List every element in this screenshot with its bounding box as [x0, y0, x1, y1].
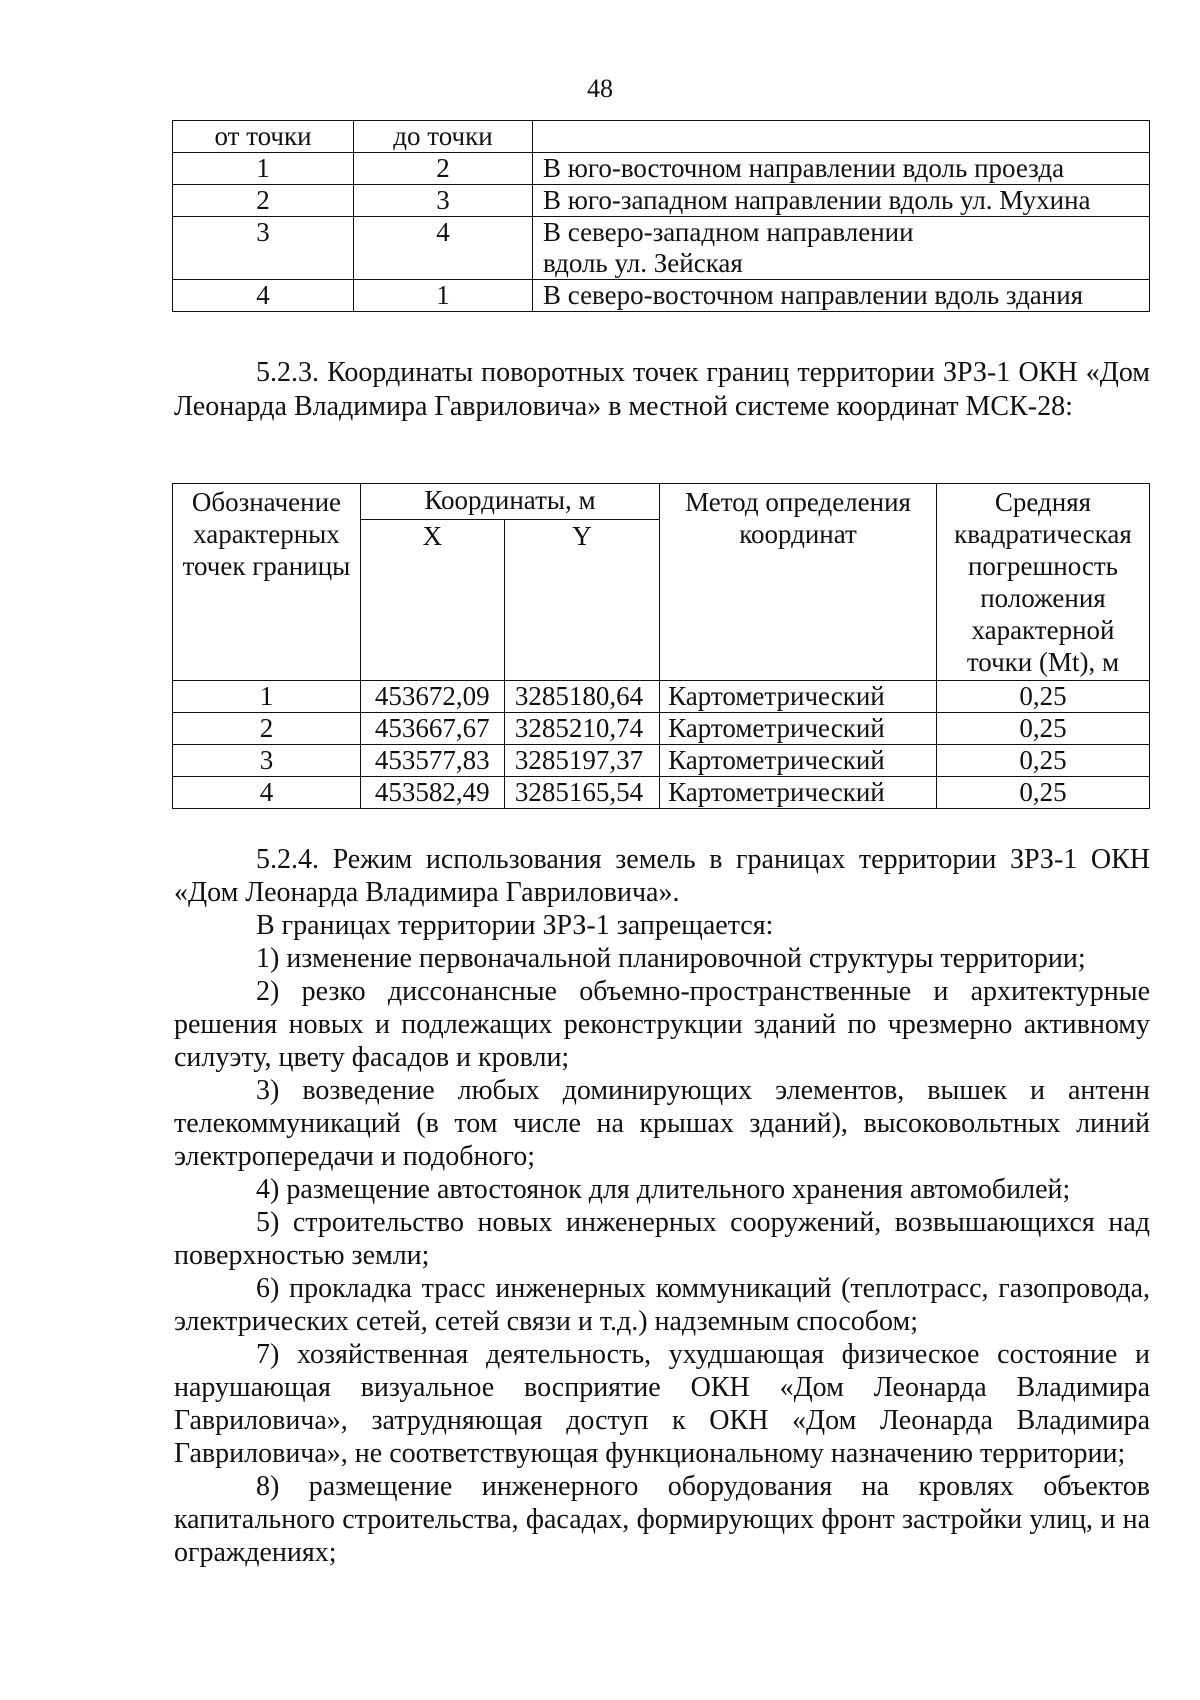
cell-point: 3: [173, 745, 361, 777]
header-method: Метод определения координат: [660, 484, 937, 681]
cell-x: 453582,49: [360, 777, 504, 809]
cell-description: В северо-западном направлении вдоль ул. Зейская: [533, 217, 1150, 280]
cell-from: 2: [173, 185, 354, 217]
cell-point: 1: [173, 681, 361, 713]
cell-from: 3: [173, 217, 354, 280]
table-row: [173, 153, 1150, 185]
cell-to: 2: [354, 153, 533, 185]
table-row: [173, 745, 1150, 777]
cell-x: 453577,83: [360, 745, 504, 777]
list-item: 1) изменение первоначальной планировочной структуры территории;: [256, 943, 1086, 974]
header-y: Y: [504, 520, 659, 681]
table-header-row: [173, 121, 1150, 153]
cell-to: 3: [354, 185, 533, 217]
page-number: 48: [587, 74, 613, 103]
cell-error: 0,25: [936, 713, 1149, 745]
cell-y: 3285165,54: [504, 777, 659, 809]
header-to-point: до точки: [354, 121, 533, 153]
cell-description: В юго-восточном направлении вдоль проезда: [533, 153, 1150, 185]
cell-x: 453672,09: [360, 681, 504, 713]
cell-y: 3285180,64: [504, 681, 659, 713]
cell-description: В северо-восточном направлении вдоль здания: [533, 280, 1150, 312]
cell-from: 1: [173, 153, 354, 185]
cell-description: В юго-западном направлении вдоль ул. Мухина: [533, 185, 1150, 217]
header-error: Средняя квадратическая погрешность положения характерной точки (Mt), м: [936, 484, 1149, 681]
cell-point: 4: [173, 777, 361, 809]
table-header-row: [173, 484, 1150, 520]
cell-method: Картометрический: [660, 681, 937, 713]
header-designation: Обозначение характерных точек границы: [173, 484, 361, 681]
table-row: [173, 681, 1150, 713]
cell-error: 0,25: [936, 777, 1149, 809]
boundary-description-table: [172, 120, 1150, 312]
list-item: 4) размещение автостоянок для длительного хранения автомобилей;: [256, 1174, 1071, 1205]
table-row: [173, 185, 1150, 217]
header-from-point: от точки: [173, 121, 354, 153]
cell-from: 4: [173, 280, 354, 312]
list-item: 7) хозяйственная деятельность, ухудшающая физическое состояние и нарушающая визуальное восприятие ОКН «Дом Леонарда Владимира Гавриловича», затрудняющая доступ к ОКН «Дом Леонарда Владимира Гавриловича», не соответствующая функциональному назначению территории;: [174, 1339, 1150, 1469]
header-coordinates: Координаты, м: [360, 484, 659, 520]
table-row: [173, 217, 1150, 280]
cell-to: 1: [354, 280, 533, 312]
list-item: 8) размещение инженерного оборудования на кровлях объектов капитального строительства, фасадах, формирующих фронт застройки улиц, и на ограждениях;: [174, 1471, 1150, 1568]
list-item: 3) возведение любых доминирующих элементов, вышек и антенн телекоммуникаций (в том числе на крышах зданий), высоковольтных линий электропередачи и подобного;: [174, 1075, 1150, 1172]
table-row: [173, 713, 1150, 745]
list-item: 2) резко диссонансные объемно-пространственные и архитектурные решения новых и подлежащих реконструкции зданий по чрезмерно активному силуэту, цвету фасадов и кровли;: [174, 976, 1150, 1073]
list-item: 5) строительство новых инженерных сооружений, возвышающихся над поверхностью земли;: [174, 1207, 1150, 1271]
list-item: 6) прокладка трасс инженерных коммуникаций (теплотрасс, газопровода, электрических сетей, сетей связи и т.д.) надземным способом;: [174, 1273, 1150, 1337]
section-5-2-4-intro: В границах территории ЗРЗ-1 запрещается:: [256, 910, 774, 941]
coordinates-table: [172, 483, 1150, 809]
cell-point: 2: [173, 713, 361, 745]
table-row: [173, 777, 1150, 809]
cell-method: Картометрический: [660, 745, 937, 777]
cell-error: 0,25: [936, 681, 1149, 713]
section-5-2-4: [174, 843, 1150, 1569]
section-5-2-4-heading: 5.2.4. Режим использования земель в границах территории ЗРЗ-1 ОКН «Дом Леонарда Владимира Гавриловича».: [174, 844, 1150, 908]
cell-to: 4: [354, 217, 533, 280]
cell-y: 3285197,37: [504, 745, 659, 777]
cell-x: 453667,67: [360, 713, 504, 745]
cell-method: Картометрический: [660, 713, 937, 745]
cell-error: 0,25: [936, 745, 1149, 777]
section-5-2-3-text: 5.2.3. Координаты поворотных точек границ территории ЗРЗ-1 ОКН «Дом Леонарда Владимира Гавриловича» в местной системе координат МСК-28:: [174, 357, 1150, 422]
header-description: [533, 121, 1150, 153]
table-row: [173, 280, 1150, 312]
cell-y: 3285210,74: [504, 713, 659, 745]
header-x: X: [360, 520, 504, 681]
cell-method: Картометрический: [660, 777, 937, 809]
